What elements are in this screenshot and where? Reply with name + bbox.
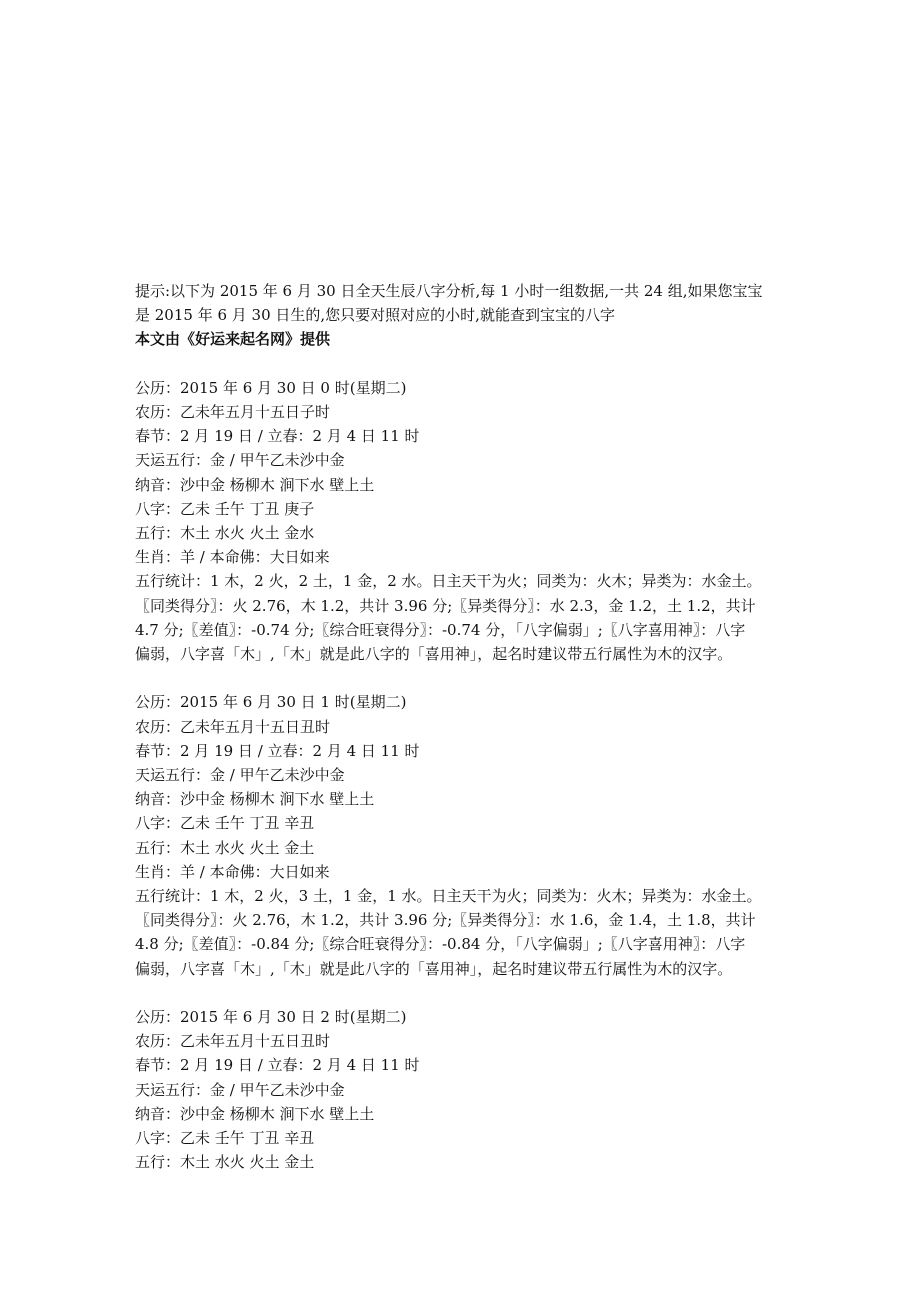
- tongji-line-3: 4.7 分;〖差值〗：-0.74 分;〖综合旺衰得分〗：-0.74 分，「八字偏弱」;〖八字喜用神〗：八字: [135, 620, 746, 639]
- shengxiao-line: 生肖：羊 / 本命佛：大日如来: [135, 548, 330, 567]
- nayin-line: 纳音：沙中金 杨柳木 涧下水 壁上土: [135, 790, 375, 809]
- tongji-line-4: 偏弱，八字喜「木」,「木」就是此八字的「喜用神」，起名时建议带五行属性为木的汉字。: [135, 959, 733, 978]
- spacer: [135, 981, 787, 1005]
- tianyun-line: 天运五行：金 / 甲午乙未沙中金: [135, 766, 345, 785]
- spacer: [135, 666, 787, 690]
- record-hour-2: [135, 1005, 787, 1174]
- nayin-line: 纳音：沙中金 杨柳木 涧下水 壁上土: [135, 1104, 375, 1123]
- chunjie-line: 春节：2 月 19 日 / 立春：2 月 4 日 11 时: [135, 427, 420, 446]
- record-hour-0: [135, 376, 787, 666]
- wuxing-line: 五行：木土 水火 火土 金土: [135, 1153, 315, 1172]
- nongli-line: 农历：乙未年五月十五日子时: [135, 403, 331, 421]
- tongji-line-1: 五行统计：1 木，2 火，3 土，1 金，1 水。日主天干为火；同类为：火木；异类为：水金土。: [135, 887, 762, 906]
- record-hour-1: [135, 690, 787, 980]
- chunjie-line: 春节：2 月 19 日 / 立春：2 月 4 日 11 时: [135, 1056, 420, 1075]
- tianyun-line: 天运五行：金 / 甲午乙未沙中金: [135, 451, 345, 470]
- gongli-line: 公历：2015 年 6 月 30 日 0 时(星期二): [135, 378, 407, 397]
- spacer: [135, 352, 787, 376]
- gongli-line: 公历：2015 年 6 月 30 日 1 时(星期二): [135, 693, 407, 712]
- wuxing-line: 五行：木土 水火 火土 金水: [135, 524, 315, 543]
- tongji-line-3: 4.8 分;〖差值〗：-0.84 分;〖综合旺衰得分〗：-0.84 分，「八字偏弱」;〖八字喜用神〗：八字: [135, 935, 746, 954]
- tongji-line-2: 〖同类得分〗：火 2.76，木 1.2，共计 3.96 分;〖异类得分〗：水 1.6，金 1.4，土 1.8，共计: [135, 911, 756, 930]
- nongli-line: 农历：乙未年五月十五日丑时: [135, 1032, 331, 1051]
- nayin-line: 纳音：沙中金 杨柳木 涧下水 壁上土: [135, 475, 375, 494]
- tongji-line-2: 〖同类得分〗：火 2.76，木 1.2，共计 3.96 分;〖异类得分〗：水 2.3，金 1.2，土 1.2，共计: [135, 596, 756, 615]
- gongli-line: 公历：2015 年 6 月 30 日 2 时(星期二): [135, 1008, 407, 1027]
- bazi-line: 八字：乙未 壬午 丁丑 辛丑: [135, 814, 315, 833]
- document-body: [135, 279, 787, 1174]
- chunjie-line: 春节：2 月 19 日 / 立春：2 月 4 日 11 时: [135, 741, 420, 760]
- tongji-line-1: 五行统计：1 木，2 火，2 土，1 金，2 水。日主天干为火；同类为：火木；异类为：水金土。: [135, 572, 762, 591]
- notice-line-1: 提示:以下为 2015 年 6 月 30 日全天生辰八字分析,每 1 小时一组数据,一共 24 组,如果您宝宝: [135, 282, 763, 300]
- bazi-line: 八字：乙未 壬午 丁丑 辛丑: [135, 1129, 315, 1148]
- notice-line-2: 是 2015 年 6 月 30 日生的,您只要对照对应的小时,就能查到宝宝的八字: [135, 306, 615, 325]
- bazi-line: 八字：乙未 壬午 丁丑 庚子: [135, 499, 315, 518]
- tongji-line-4: 偏弱，八字喜「木」,「木」就是此八字的「喜用神」，起名时建议带五行属性为木的汉字。: [135, 645, 733, 664]
- tianyun-line: 天运五行：金 / 甲午乙未沙中金: [135, 1080, 345, 1099]
- wuxing-line: 五行：木土 水火 火土 金土: [135, 838, 315, 857]
- source-credit: 本文由《好运来起名网》提供: [135, 330, 331, 349]
- nongli-line: 农历：乙未年五月十五日丑时: [135, 717, 331, 736]
- shengxiao-line: 生肖：羊 / 本命佛：大日如来: [135, 862, 330, 881]
